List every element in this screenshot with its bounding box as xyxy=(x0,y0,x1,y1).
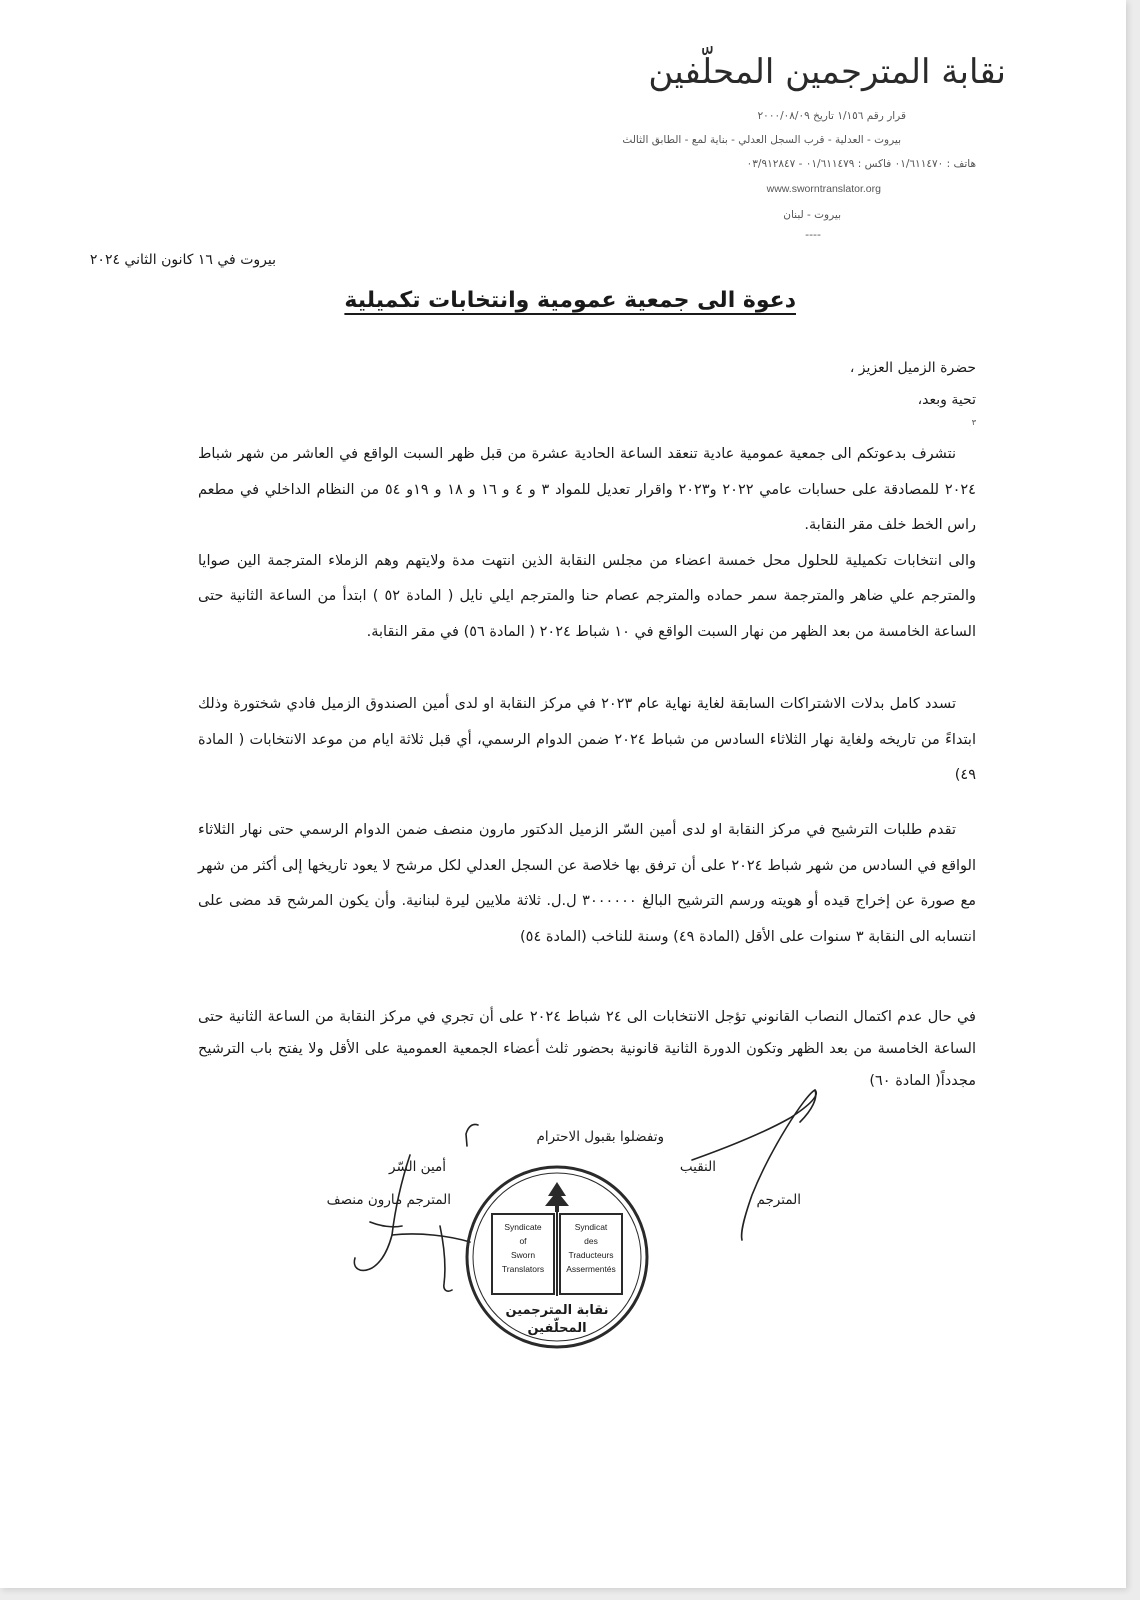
paragraph-quorum: في حال عدم اكتمال النصاب القانوني تؤجل الانتخابات الى ٢٤ شباط ٢٠٢٤ على أن تجري في مركز النقابة من الساعة الثانية حتى الساعة الخامسة من بعد الظهر وتكون الدورة الثانية قانونية بحضور ثلث أعضاء الجمعية العمومية على الأقل ولا يفتح باب الترشيح مجدداً( المادة ٦٠) xyxy=(198,1009,976,1089)
stamp-ar-1: نقابة المترجمين xyxy=(505,1303,609,1318)
location: بيروت - لبنان xyxy=(783,209,841,221)
letter-title: دعوة الى جمعية عمومية وانتخابات تكميلية xyxy=(344,288,796,313)
stamp-fr-1: Syndicat xyxy=(574,1222,608,1232)
margin-mark: ٣ xyxy=(971,418,976,427)
letter-date: بيروت في ١٦ كانون الثاني ٢٠٢٤ xyxy=(89,252,276,268)
secretary-signature xyxy=(692,1090,816,1240)
header-divider: ---- xyxy=(805,228,821,241)
president-name: المترجم xyxy=(756,1192,801,1208)
secretary-name: المترجم مارون منصف xyxy=(326,1192,451,1208)
stamp-en-1: Syndicate xyxy=(504,1222,542,1232)
paragraph-text: والى انتخابات تكميلية للحلول محل خمسة اعضاء من مجلس النقابة الذين انتهت مدة ولايتهم وهم الزملاء المترجمة الين صوايا والمترجم علي ضاهر والمترجمة سمر حماده والمترجم عصام حنا والمترجم ايلي نايل ( المادة ٥٢ ) ابتدأ من الساعة الثانية حتى الساعة الخامسة من بعد الظهر من نهار السبت الواقع في ١٠ شباط ٢٠٢٤ ( المادة ٥٦) في مقر النقابة. xyxy=(198,552,976,640)
stamp-fr-2: des xyxy=(584,1236,598,1246)
salutation: حضرة الزميل العزيز ، xyxy=(849,360,976,376)
address-line: بيروت - العدلية - قرب السجل العدلي - بناية لمع - الطابق الثالث xyxy=(622,134,901,146)
syndicate-name: نقابة المترجمين المحلّفين xyxy=(648,52,1006,92)
paragraph-fees: تسدد كامل بدلات الاشتراكات السابقة لغاية نهاية عام ٢٠٢٣ في مركز النقابة او لدى أمين الصندوق الزميل فادي شختورة وذلك ابتداءً من تاريخه ولغاية نهار الثلاثاء السادس من شباط ٢٠٢٤ ضمن الدوام الرسمي، أي قبل ثلاثة ايام من موعد الانتخابات ( المادة ٤٩) xyxy=(198,696,976,783)
stamp-en-3: Sworn xyxy=(510,1250,536,1260)
decree-line: قرار رقم ١/١٥٦ تاريخ ٢٠٠٠/٠٨/٠٩ xyxy=(757,110,906,122)
president-signature xyxy=(354,1155,410,1270)
syndicate-stamp xyxy=(462,1162,652,1352)
stamp-ar-2: المحلّفين xyxy=(527,1321,587,1336)
stamp-fr-3: Traducteurs xyxy=(568,1250,614,1260)
stamp-en-2: of xyxy=(519,1236,527,1246)
closing: وتفضلوا بقبول الاحترام xyxy=(536,1129,664,1145)
paragraph-candidacy: تقدم طلبات الترشيح في مركز النقابة او لدى أمين السّر الزميل الدكتور مارون منصف ضمن الدوام الرسمي حتى نهار الثلاثاء الواقع في السادس من شهر شباط ٢٠٢٤ على أن ترفق بها خلاصة عن السجل العدلي لكل مرشح لا يعود تاريخها إلى أكثر من شهر مع صورة عن إخراج قيده أو هويته ورسم الترشيح البالغ ٣٠٠٠٠٠٠ ل.ل. ثلاثة ملايين ليرة لبنانية. وأن يكون المرشح قد مضى على انتسابه الى النقابة ٣ سنوات على الأقل (المادة ٤٩) وسنة للناخب (المادة ٥٤) xyxy=(198,822,976,945)
paragraph-text: نتشرف بدعوتكم الى جمعية عمومية عادية تنعقد الساعة الحادية عشرة من قبل ظهر السبت الواقع في العاشر من شهر شباط ٢٠٢٤ للمصادقة على حسابات عامي ٢٠٢٢ و٢٠٢٣ واقرار تعديل للمواد ٣ و ٤ و ١٦ و ١٨ و ١٩و ٥٤ من النظام الداخلي في مطعم راس الخط خلف مقر النقابة. xyxy=(198,446,976,533)
stamp-fr-4: Assermentés xyxy=(566,1264,616,1274)
greeting: تحية وبعد، xyxy=(917,392,976,408)
secretary-title: أمين السّر xyxy=(389,1159,446,1175)
phone-line: هاتف : ٠١/٦١١٤٧٠ فاكس : ٠١/٦١١٤٧٩ - ٠٣/٩١٢٨٤٧ xyxy=(746,158,976,170)
stamp-en-4: Translators xyxy=(501,1264,545,1274)
president-title: النقيب xyxy=(679,1159,716,1175)
website: www.sworntranslator.org xyxy=(766,183,881,195)
